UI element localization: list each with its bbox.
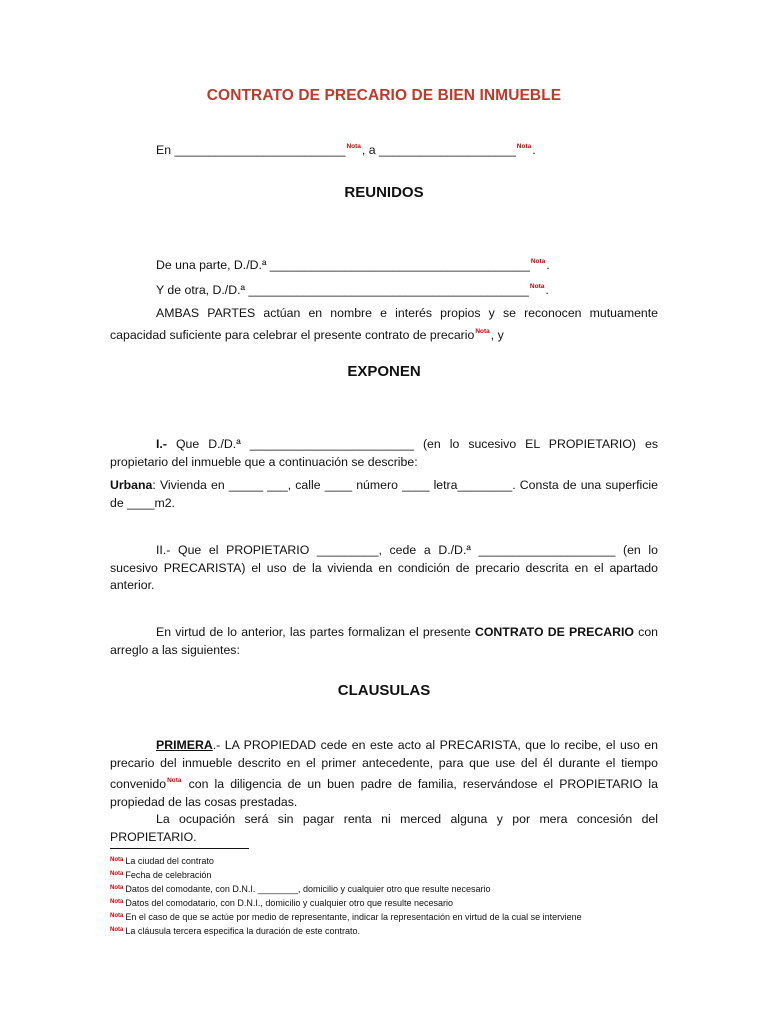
footnote-separator <box>110 848 249 849</box>
footnote-marker: Nota <box>110 899 124 905</box>
party-two-blank: _________________________________________ <box>248 283 529 297</box>
footnote-ref-6: Nota <box>167 777 182 784</box>
exponen-i-label: I.- <box>156 437 167 451</box>
footnote-3 <box>110 883 491 895</box>
footnote-ref-3: Nota <box>530 258 546 265</box>
footnote-marker: Nota <box>110 913 124 919</box>
footnote-text: En el caso de que se actúe por medio de representante, indicar la representación en virtud de la cual se interviene <box>125 912 582 922</box>
ambas-partes-end: , y <box>490 327 504 342</box>
heading-reunidos: REUNIDOS <box>344 184 424 201</box>
place-date-line <box>156 143 536 157</box>
footnote-6 <box>110 925 360 937</box>
footnote-text: La cláusula tercera especifica la duración de este contrato. <box>125 926 360 936</box>
footnote-ref-1: Nota <box>346 143 361 150</box>
heading-clausulas: CLAUSULAS <box>337 682 431 699</box>
footnote-marker: Nota <box>110 885 124 891</box>
primera-label: PRIMERA <box>156 738 213 752</box>
virtud-text: En virtud de lo anterior, las partes formalizan el presente <box>156 625 475 639</box>
heading-exponen: EXPONEN <box>347 363 421 380</box>
footnote-ref-2: Nota <box>516 143 532 150</box>
date-connector: , a <box>361 143 376 157</box>
footnote-marker: Nota <box>110 927 124 933</box>
footnote-2 <box>110 869 211 881</box>
place-prefix: En <box>156 143 172 157</box>
party-two-line: Y de otra, D./D.ª _________________________________________$^{Nota}$. <box>156 283 549 297</box>
footnote-4 <box>110 897 453 909</box>
date-blank: ____________________ <box>379 143 516 157</box>
footnote-text: La ciudad del contrato <box>125 856 214 866</box>
footnote-5 <box>110 911 582 923</box>
exponen-ii-paragraph: II.- Que el PROPIETARIO _________, cede a D./D.ª ____________________ (en lo sucesivo PRECARISTA) el uso de la vivienda en condición de precario descrita en el apartado anterior. <box>110 543 658 592</box>
virtud-contract-name: CONTRATO DE PRECARIO <box>474 625 634 639</box>
ambas-partes-paragraph <box>110 305 658 344</box>
ambas-partes-text: AMBAS PARTES actúan en nombre e interés propios y se reconocen mutuamente capacidad suficiente para celebrar el presente contrato de precario <box>110 306 658 342</box>
footnote-marker: Nota <box>110 871 124 877</box>
footnote-text: Fecha de celebración <box>125 870 212 880</box>
clausula-primera-paragraph <box>110 737 658 811</box>
party-one-prefix: De una parte, D./D.ª <box>156 258 267 272</box>
ocupacion-paragraph: La ocupación será sin pagar renta ni merced alguna y por mera concesión del PROPIETARIO. <box>110 812 658 844</box>
footnote-ref-4: Nota <box>529 283 545 290</box>
document-title: CONTRATO DE PRECARIO DE BIEN INMUEBLE <box>206 87 562 104</box>
party-one-blank: ______________________________________ <box>269 258 530 272</box>
line-end: . <box>532 143 536 157</box>
footnote-ref-5: Nota <box>475 327 490 335</box>
primera-text-2: con la diligencia de un buen padre de familia, reservándose el PROPIETARIO la propiedad de las cosas prestadas. <box>110 777 658 809</box>
footnote-1 <box>110 855 214 867</box>
virtud-paragraph <box>110 624 658 659</box>
exponen-i-paragraph <box>110 436 658 471</box>
footnote-text: Datos del comodante, con D.N.I. ________, domicilio y cualquier otro que resulte necesario <box>125 884 491 894</box>
virtud-end: con arreglo a las siguientes: <box>110 625 658 657</box>
party-two-prefix: Y de otra, D./D.ª <box>156 283 246 297</box>
urbana-label: Urbana <box>110 478 153 492</box>
urbana-paragraph <box>110 477 658 512</box>
party-one-line: De una parte, D./D.ª ______________________________________$^{Nota}$. <box>156 258 550 272</box>
exponen-i-text: Que D./D.ª ________________________ (en lo sucesivo EL PROPIETARIO) es propietario del inmueble que a continuación se describe: <box>110 437 658 469</box>
primera-text-1: .- LA PROPIEDAD cede en este acto al PRECARISTA, que lo recibe, el uso en precario del inmueble descrito en el primer antecedente, para que use del él durante el tiempo convenido <box>110 738 658 791</box>
footnote-text: Datos del comodatario, con D.N.I., domicilio y cualquier otro que resulte necesario <box>125 898 454 908</box>
footnote-marker: Nota <box>110 857 124 863</box>
urbana-text: : Vivienda en _____ ___, calle ____ número ____ letra________. Consta de una superficie de ____m2. <box>110 478 658 510</box>
place-blank: _________________________ <box>174 143 346 157</box>
